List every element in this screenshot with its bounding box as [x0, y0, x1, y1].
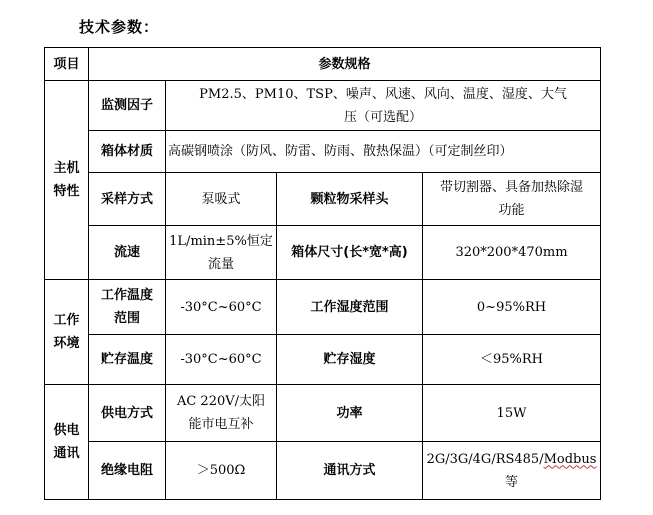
insulation-value: ＞500Ω	[166, 442, 277, 500]
table-row	[45, 280, 601, 335]
insulation-label: 绝缘电阻	[89, 442, 166, 500]
storage-humidity-value: ＜95%RH	[423, 335, 601, 385]
group-env-label: 工作 环境	[45, 280, 89, 385]
storage-humidity-label: 贮存湿度	[277, 335, 423, 385]
sampler-head-value: 带切割器、具备加热除湿 功能	[423, 173, 601, 226]
power-label: 功率	[277, 385, 423, 442]
table-row	[45, 442, 601, 500]
sampler-head-label: 颗粒物采样头	[277, 173, 423, 226]
monitor-label: 监测因子	[89, 81, 166, 131]
work-humidity-value: 0~95%RH	[423, 280, 601, 335]
table-row	[45, 335, 601, 385]
comm-value	[423, 442, 601, 500]
flow-label: 流速	[89, 226, 166, 280]
document-title: 技术参数：	[79, 18, 160, 36]
work-humidity-label: 工作湿度范围	[277, 280, 423, 335]
table-row	[45, 81, 601, 131]
power-supply-label: 供电方式	[89, 385, 166, 442]
flow-value: 1L/min±5%恒定 流量	[166, 226, 277, 280]
table-row	[45, 226, 601, 280]
power-value: 15W	[423, 385, 601, 442]
table-header-row	[45, 48, 601, 81]
monitor-value: PM2.5、PM10、TSP、噪声、风速、风向、温度、湿度、大气 压（可选配）	[166, 81, 601, 131]
comm-etc: 等	[505, 474, 519, 490]
storage-temp-value: -30°C~60°C	[166, 335, 277, 385]
material-label: 箱体材质	[89, 131, 166, 173]
power-supply-value: AC 220V/太阳 能市电互补	[166, 385, 277, 442]
table-row	[45, 131, 601, 173]
table-row	[45, 385, 601, 442]
group-power-label: 供电 通讯	[45, 385, 89, 500]
storage-temp-label: 贮存温度	[89, 335, 166, 385]
header-item: 项目	[45, 48, 89, 81]
spec-table	[44, 47, 601, 500]
comm-label: 通讯方式	[277, 442, 423, 500]
work-temp-label: 工作温度 范围	[89, 280, 166, 335]
material-value: 高碳钢喷涂（防风、防雷、防雨、散热保温）（可定制丝印）	[166, 131, 601, 173]
work-temp-value: -30°C~60°C	[166, 280, 277, 335]
sampling-value: 泵吸式	[166, 173, 277, 226]
box-size-label: 箱体尺寸(长*宽*高)	[277, 226, 423, 280]
comm-protocols: 2G/3G/4G/RS485/	[426, 451, 544, 467]
table-row	[45, 173, 601, 226]
box-size-value: 320*200*470mm	[423, 226, 601, 280]
sampling-label: 采样方式	[89, 173, 166, 226]
comm-modbus: Modbus	[543, 451, 597, 467]
header-spec: 参数规格	[89, 48, 601, 81]
group-main-label: 主机 特性	[45, 81, 89, 280]
